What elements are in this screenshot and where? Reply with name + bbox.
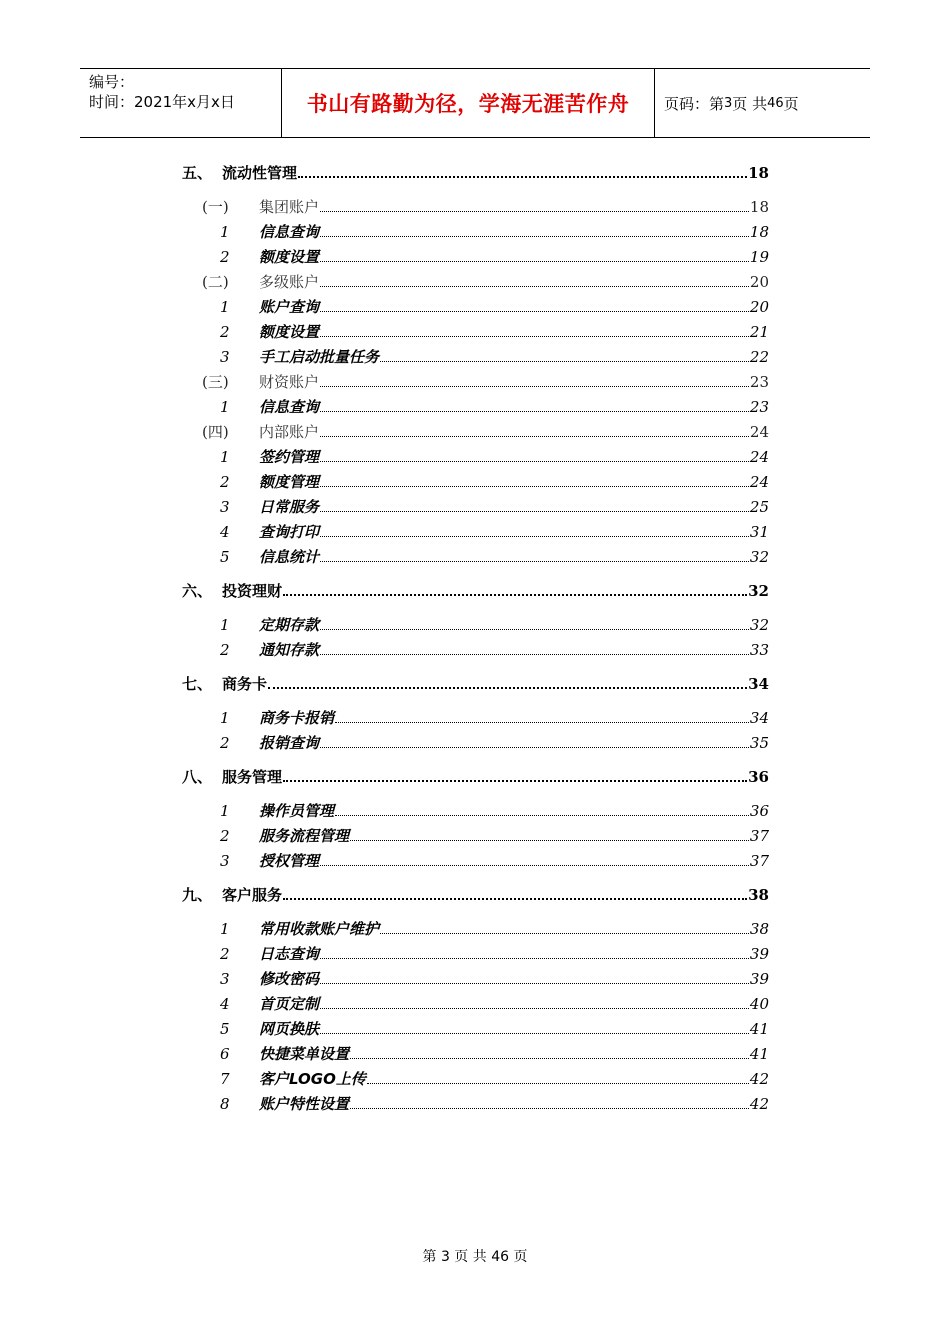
toc-entry-page: 42 xyxy=(749,1095,769,1113)
toc-entry-number: 1 xyxy=(220,802,230,820)
toc-leader-dots xyxy=(320,336,749,337)
toc-entry[interactable] xyxy=(220,637,769,659)
toc-entry[interactable] xyxy=(220,394,769,416)
toc-entry[interactable] xyxy=(182,160,769,182)
toc-entry-page: 24 xyxy=(749,423,769,441)
toc-entry-page: 31 xyxy=(749,523,769,541)
toc-entry[interactable] xyxy=(220,1066,769,1088)
toc-entry-title: 商务卡 xyxy=(222,675,268,693)
toc-entry-page: 32 xyxy=(748,582,769,600)
page-footer: 第 3 页 共 46 页 xyxy=(422,1249,528,1265)
toc-entry-page: 19 xyxy=(749,248,769,266)
page-total: 46 xyxy=(767,95,784,111)
toc-leader-dots xyxy=(350,840,749,841)
toc-entry[interactable] xyxy=(220,916,769,938)
toc-entry[interactable] xyxy=(220,705,769,727)
toc-entry[interactable] xyxy=(220,544,769,566)
toc-entry-page: 40 xyxy=(749,995,769,1013)
page-mid: 页 共 xyxy=(732,94,768,113)
toc-entry-number: 七、 xyxy=(182,675,213,693)
toc-entry[interactable] xyxy=(182,764,769,786)
toc-entry-number: (二) xyxy=(202,273,229,291)
toc-entry-number: 2 xyxy=(220,473,230,491)
toc-entry-page: 36 xyxy=(748,768,769,786)
toc-entry-number: (四) xyxy=(202,423,229,441)
toc-entry-title: 投资理财 xyxy=(222,582,283,600)
toc-leader-dots xyxy=(320,536,749,537)
toc-entry-number: 4 xyxy=(220,995,230,1013)
toc-entry-page: 23 xyxy=(749,398,769,416)
toc-entry[interactable] xyxy=(220,319,769,341)
toc-entry-page: 37 xyxy=(749,852,769,870)
page-current: 3 xyxy=(724,95,733,111)
toc-entry[interactable] xyxy=(202,269,769,291)
page-suffix: 页 xyxy=(783,94,799,113)
toc-entry-title: 操作员管理 xyxy=(259,802,335,820)
toc-entry[interactable] xyxy=(220,444,769,466)
toc-entry-number: 六、 xyxy=(182,582,213,600)
toc-entry-page: 38 xyxy=(749,920,769,938)
toc-entry-title: 服务管理 xyxy=(222,768,283,786)
toc-leader-dots xyxy=(320,747,749,748)
toc-entry[interactable] xyxy=(220,823,769,845)
toc-entry-number: 1 xyxy=(220,616,230,634)
header-page-info xyxy=(664,69,799,137)
toc-entry-page: 34 xyxy=(749,709,769,727)
toc-entry-title: 日志查询 xyxy=(259,945,320,963)
toc-entry-title: 快捷菜单设置 xyxy=(259,1045,350,1063)
toc-entry-title: 报销查询 xyxy=(259,734,320,752)
toc-entry[interactable] xyxy=(220,991,769,1013)
page-prefix: 页码：第 xyxy=(664,94,725,113)
toc-entry-number: 2 xyxy=(220,641,230,659)
toc-entry[interactable] xyxy=(220,469,769,491)
toc-entry-number: 3 xyxy=(220,970,230,988)
toc-entry[interactable] xyxy=(220,730,769,752)
toc-entry-number: (三) xyxy=(202,373,229,391)
toc-leader-dots xyxy=(320,1033,749,1034)
toc-entry-number: 1 xyxy=(220,398,230,416)
toc-entry[interactable] xyxy=(202,419,769,441)
toc-entry-title: 内部账户 xyxy=(259,423,320,441)
toc-entry-title: 额度管理 xyxy=(259,473,320,491)
toc-entry-page: 18 xyxy=(748,164,769,182)
toc-entry-title: 账户特性设置 xyxy=(259,1095,350,1113)
toc-entry-number: 1 xyxy=(220,709,230,727)
toc-entry-title: 多级账户 xyxy=(259,273,320,291)
toc-leader-dots xyxy=(380,933,749,934)
toc-entry[interactable] xyxy=(220,1041,769,1063)
toc-entry-title: 签约管理 xyxy=(259,448,320,466)
toc-entry-title: 常用收款账户维护 xyxy=(259,920,380,938)
toc-entry-page: 35 xyxy=(749,734,769,752)
toc-entry-page: 39 xyxy=(749,945,769,963)
toc-entry-title: 日常服务 xyxy=(259,498,320,516)
toc-entry-number: 1 xyxy=(220,223,230,241)
toc-leader-dots xyxy=(320,511,749,512)
toc-leader-dots xyxy=(367,1083,749,1084)
toc-entry-page: 22 xyxy=(749,348,769,366)
toc-entry-title: 修改密码 xyxy=(259,970,320,988)
toc-entry-number: 2 xyxy=(220,323,230,341)
toc-entry-title: 首页定制 xyxy=(259,995,320,1013)
toc-entry-number: 2 xyxy=(220,827,230,845)
toc-leader-dots xyxy=(320,629,749,630)
toc-entry-number: 3 xyxy=(220,348,230,366)
toc-leader-dots xyxy=(320,411,749,412)
toc-entry-number: 4 xyxy=(220,523,230,541)
toc-entry-number: 1 xyxy=(220,920,230,938)
toc-entry-title: 网页换肤 xyxy=(259,1020,320,1038)
toc-entry-page: 18 xyxy=(749,223,769,241)
toc-entry-page: 37 xyxy=(749,827,769,845)
toc-leader-dots xyxy=(320,436,749,437)
toc-entry-number: 8 xyxy=(220,1095,230,1113)
toc-leader-dots xyxy=(320,286,749,287)
toc-leader-dots xyxy=(335,815,749,816)
toc-entry-title: 服务流程管理 xyxy=(259,827,350,845)
toc-entry-number: 5 xyxy=(220,1020,230,1038)
toc-entry-number: 九、 xyxy=(182,886,213,904)
toc-entry[interactable] xyxy=(220,344,769,366)
toc-entry-page: 23 xyxy=(749,373,769,391)
toc-entry-number: 五、 xyxy=(182,164,213,182)
toc-entry-number: 1 xyxy=(220,448,230,466)
toc-entry[interactable] xyxy=(220,798,769,820)
toc-entry[interactable] xyxy=(220,966,769,988)
toc-entry[interactable] xyxy=(220,1016,769,1038)
toc-entry[interactable] xyxy=(220,294,769,316)
toc-leader-dots xyxy=(335,722,749,723)
toc-entry-page: 32 xyxy=(749,616,769,634)
toc-leader-dots xyxy=(283,780,747,782)
toc-entry-title: 信息查询 xyxy=(259,398,320,416)
toc-entry-page: 24 xyxy=(749,473,769,491)
toc-leader-dots xyxy=(320,236,749,237)
toc-entry[interactable] xyxy=(220,848,769,870)
header-divider xyxy=(654,69,655,137)
toc-entry-number: 八、 xyxy=(182,768,213,786)
toc-leader-dots xyxy=(320,486,749,487)
toc-entry[interactable] xyxy=(220,612,769,634)
toc-entry[interactable] xyxy=(220,494,769,516)
toc-leader-dots xyxy=(320,1008,749,1009)
toc-entry-page: 41 xyxy=(749,1045,769,1063)
toc-leader-dots xyxy=(380,361,749,362)
toc-entry-title: 财资账户 xyxy=(259,373,320,391)
toc-entry-page: 20 xyxy=(749,298,769,316)
toc-entry-title: 手工启动批量任务 xyxy=(259,348,380,366)
toc-entry-title: 通知存款 xyxy=(259,641,320,659)
toc-entry-page: 21 xyxy=(749,323,769,341)
toc-entry-number: 1 xyxy=(220,298,230,316)
toc-leader-dots xyxy=(320,386,749,387)
toc-leader-dots xyxy=(320,461,749,462)
header-meta-cell xyxy=(80,69,280,137)
toc-leader-dots xyxy=(298,176,747,178)
toc-entry-number: (一) xyxy=(202,198,229,216)
toc-entry[interactable] xyxy=(220,941,769,963)
toc-entry-page: 25 xyxy=(749,498,769,516)
toc-entry-title: 账户查询 xyxy=(259,298,320,316)
toc-entry-title: 定期存款 xyxy=(259,616,320,634)
toc-entry-number: 2 xyxy=(220,248,230,266)
toc-entry[interactable] xyxy=(182,578,769,600)
toc-entry-page: 38 xyxy=(748,886,769,904)
toc-entry-number: 6 xyxy=(220,1045,230,1063)
toc-entry-page: 42 xyxy=(749,1070,769,1088)
toc-leader-dots xyxy=(350,1058,749,1059)
toc-leader-dots xyxy=(320,865,749,866)
toc-entry-title: 客户LOGO上传 xyxy=(259,1070,366,1088)
date-label: 时间：2021年x月x日 xyxy=(89,93,235,111)
number-label: 编号： xyxy=(89,73,135,91)
toc-entry-number: 2 xyxy=(220,734,230,752)
toc-leader-dots xyxy=(320,983,749,984)
toc-entry-number: 5 xyxy=(220,548,230,566)
toc-entry-title: 信息统计 xyxy=(259,548,320,566)
toc-leader-dots xyxy=(320,561,749,562)
toc-entry-number: 7 xyxy=(220,1070,230,1088)
toc-entry[interactable] xyxy=(202,369,769,391)
toc-entry-title: 额度设置 xyxy=(259,248,320,266)
toc-leader-dots xyxy=(320,261,749,262)
toc-entry[interactable] xyxy=(182,671,769,693)
toc-leader-dots xyxy=(320,654,749,655)
toc-leader-dots xyxy=(283,898,747,900)
toc-entry-title: 信息查询 xyxy=(259,223,320,241)
toc-entry-title: 商务卡报销 xyxy=(259,709,335,727)
toc-entry-page: 18 xyxy=(749,198,769,216)
toc-entry[interactable] xyxy=(202,194,769,216)
toc-entry[interactable] xyxy=(220,1091,769,1113)
toc-entry-number: 3 xyxy=(220,852,230,870)
toc-entry-title: 授权管理 xyxy=(259,852,320,870)
toc-entry[interactable] xyxy=(182,882,769,904)
toc-entry-title: 额度设置 xyxy=(259,323,320,341)
toc-leader-dots xyxy=(268,687,747,689)
toc-leader-dots xyxy=(320,211,749,212)
toc-entry-page: 34 xyxy=(748,675,769,693)
header-slogan: 书山有路勤为径，学海无涯苦作舟 xyxy=(306,92,630,116)
toc-leader-dots xyxy=(320,311,749,312)
page-header xyxy=(80,68,870,138)
toc-entry-page: 41 xyxy=(749,1020,769,1038)
toc-leader-dots xyxy=(320,958,749,959)
toc-entry-page: 24 xyxy=(749,448,769,466)
toc-entry-page: 32 xyxy=(749,548,769,566)
toc-entry-title: 流动性管理 xyxy=(222,164,298,182)
toc-entry-number: 2 xyxy=(220,945,230,963)
toc-entry[interactable] xyxy=(220,244,769,266)
toc-entry-page: 39 xyxy=(749,970,769,988)
toc-entry-title: 客户服务 xyxy=(222,886,283,904)
toc-entry[interactable] xyxy=(220,219,769,241)
toc-entry-title: 查询打印 xyxy=(259,523,320,541)
toc-entry-title: 集团账户 xyxy=(259,198,320,216)
toc-entry-page: 33 xyxy=(749,641,769,659)
toc-leader-dots xyxy=(350,1108,749,1109)
toc-entry-number: 3 xyxy=(220,498,230,516)
toc-leader-dots xyxy=(283,594,747,596)
toc-entry-page: 20 xyxy=(749,273,769,291)
toc-entry[interactable] xyxy=(220,519,769,541)
toc-entry-page: 36 xyxy=(749,802,769,820)
